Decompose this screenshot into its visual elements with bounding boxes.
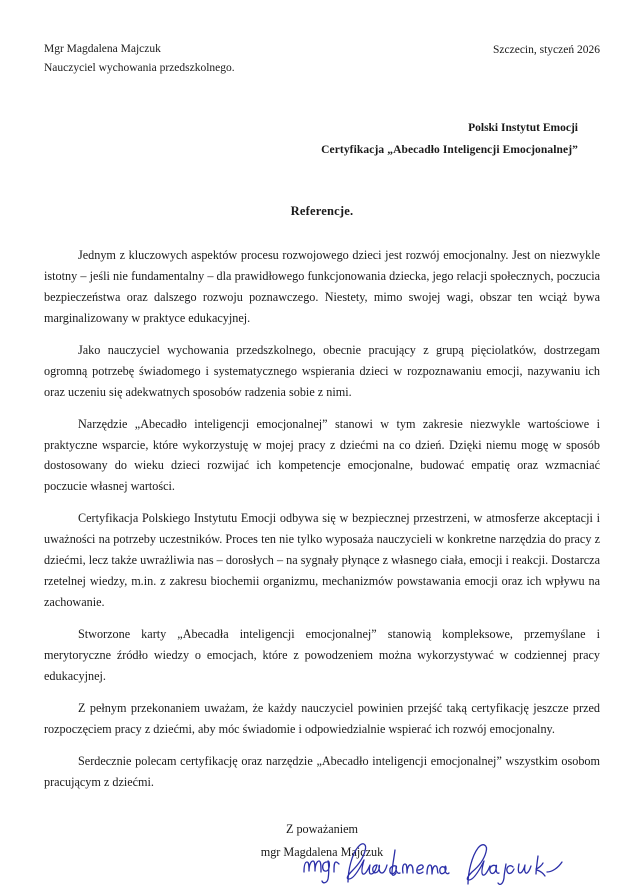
paragraph: Stworzone karty „Abecadła inteligencji emocjonalnej” stanowią kompleksowe, przemyślane i merytoryczne źródło wiedzy o emocjach, które z powodzeniem można wykorzystywać w codziennej pracy edukacyjnej. — [44, 627, 600, 684]
paragraph: Narzędzie „Abecadło inteligencji emocjonalnej” stanowi w tym zakresie niezwykle wartościowe i praktyczne wsparcie, które wykorzystuję w mojej pracy z dziećmi na co dzień. Dzięki niemu mogę w sposób dostosowany do wieku dzieci rozwijać ich kompetencje emocjonalne, budować empatię oraz wzmacniać poczucie własnej wartości. — [44, 416, 600, 494]
paragraph: Jako nauczyciel wychowania przedszkolnego, obecnie pracujący z grupą pięciolatków, dostrzegam ogromną potrzebę świadomego i systematycznego wspierania dzieci w rozpoznawaniu emocji, nazywaniu ich oraz uczeniu się adekwatnych sposobów radzenia sobie z nimi. — [44, 342, 600, 399]
sender-name: Mgr Magdalena Majczuk — [44, 43, 161, 55]
recipient-institute: Polski Instytut Emocji — [468, 121, 578, 134]
recipient-certification: Certyfikacja „Abecadło Inteligencji Emocjonalnej” — [321, 143, 578, 156]
letter-closing — [44, 819, 600, 862]
signature-name: mgr Magdalena Majczuk — [260, 845, 384, 859]
letter-content — [44, 245, 600, 794]
paragraph: Serdecznie polecam certyfikację oraz narzędzie „Abecadło inteligencji emocjonalnej” wszystkim osobom pracującym z dziećmi. — [44, 754, 600, 790]
place-and-date: Szczecin, styczeń 2026 — [493, 44, 600, 56]
document-body — [44, 40, 600, 863]
sender-role: Nauczyciel wychowania przedszkolnego. — [44, 61, 235, 74]
closing-salutation: Z poważaniem — [285, 822, 359, 837]
sender-block — [44, 40, 235, 78]
paragraph: Jednym z kluczowych aspektów procesu rozwojowego dzieci jest rozwój emocjonalny. Jest on niezwykle istotny – jeśli nie fundamentalny – dla prawidłowego funkcjonowania dziecka, jego relacji społecznych, poczucia bezpieczeństwa oraz dalszego rozwoju poznawczego. Niestety, mimo swojej wagi, obszar ten wciąż bywa marginalizowany w praktyce edukacyjnej. — [44, 247, 600, 325]
letter-header — [44, 40, 600, 78]
paragraph: Certyfikacja Polskiego Instytutu Emocji odbywa się w bezpiecznej przestrzeni, w atmosferze akceptacji i uważności na potrzeby uczestników. Proces ten nie tylko wyposaża nauczycieli w konkretne narzędzia do pracy z dziećmi, lecz także uwrażliwia nas – dorosłych – na sygnały płynące z własnego ciała, emocji i reakcji. Dostarcza rzetelnej wiedzy, m.in. z zakresu biochemii organizmu, mechanizmów powstawania emocji oraz ich wpływu na zachowanie. — [44, 511, 600, 610]
paragraph: Z pełnym przekonaniem uważam, że każdy nauczyciel powinien przejść taką certyfikację jeszcze przed rozpoczęciem pracy z dziećmi, aby móc świadomie i odpowiedzialnie wspierać ich rozwój emocjonalny. — [44, 701, 600, 737]
page-title: Referencje. — [290, 203, 354, 218]
recipient-block — [44, 118, 600, 162]
